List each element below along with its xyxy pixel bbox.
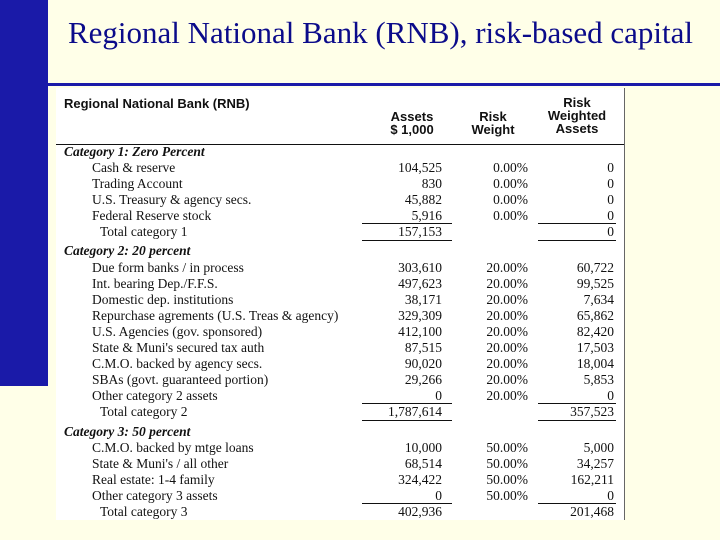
row-rwa: 5,000: [583, 440, 614, 455]
table-row: [56, 388, 624, 404]
category-title: Category 3: 50 percent: [64, 424, 191, 439]
table-row: [56, 192, 624, 208]
row-label: SBAs (govt. guaranteed portion): [92, 372, 269, 387]
row-rwa: 82,420: [576, 324, 614, 339]
assets-total-underline: [362, 240, 452, 241]
table-row: [56, 324, 624, 340]
row-rwa: 5,853: [583, 372, 614, 387]
slide-title: Regional National Bank (RNB), risk-based capital: [68, 15, 694, 50]
rwa-header-line2: Weighted: [547, 108, 607, 123]
total-row: [56, 224, 624, 240]
row-assets: 329,309: [398, 308, 442, 323]
assets-header-line2: $ 1,000: [390, 122, 434, 137]
bank-name: Regional National Bank (RNB): [64, 96, 250, 111]
row-weight: 50.00%: [486, 440, 528, 455]
row-rwa: 65,862: [576, 308, 614, 323]
row-assets: 38,171: [404, 292, 442, 307]
table-row: [56, 472, 624, 488]
rwa-header-line3: Assets: [555, 121, 599, 136]
row-label: State & Muni's / all other: [92, 456, 229, 471]
rwa-total-underline: [538, 420, 616, 421]
total-assets: 157,153: [398, 224, 442, 239]
table-row: [56, 276, 624, 292]
row-rwa: 7,634: [583, 292, 614, 307]
row-assets: 104,525: [398, 160, 442, 175]
row-weight: 50.00%: [486, 456, 528, 471]
table-row: [56, 440, 624, 456]
total-row: [56, 504, 624, 520]
total-rwa: 357,523: [570, 404, 614, 419]
row-label: Other category 2 assets: [92, 388, 218, 403]
total-assets: 402,936: [398, 504, 442, 519]
row-weight: 50.00%: [486, 472, 528, 487]
row-assets: 412,100: [398, 324, 442, 339]
row-weight: 20.00%: [486, 276, 528, 291]
risk-weight-header-line2: Weight: [471, 122, 515, 137]
total-label: Total category 3: [100, 504, 188, 519]
row-assets: 0: [435, 388, 442, 403]
total-rwa: 201,468: [570, 504, 614, 519]
row-rwa: 17,503: [576, 340, 614, 355]
row-rwa: 0: [607, 388, 614, 403]
row-assets: 29,266: [404, 372, 442, 387]
total-assets: 1,787,614: [388, 404, 442, 419]
rwa-total-underline: [538, 240, 616, 241]
table-row: [56, 356, 624, 372]
table-row: [56, 208, 624, 224]
row-label: C.M.O. backed by agency secs.: [92, 356, 263, 371]
assets-total-underline: [362, 420, 452, 421]
row-rwa: 0: [607, 192, 614, 207]
row-assets: 45,882: [404, 192, 442, 207]
row-weight: 0.00%: [493, 176, 528, 191]
title-divider: [48, 83, 720, 86]
row-weight: 0.00%: [493, 160, 528, 175]
row-rwa: 60,722: [576, 260, 614, 275]
row-assets: 90,020: [404, 356, 442, 371]
row-rwa: 0: [607, 488, 614, 503]
row-weight: 20.00%: [486, 292, 528, 307]
total-rwa: 0: [607, 224, 614, 239]
risk-weight-column-header: [458, 110, 528, 136]
total-row: [56, 404, 624, 420]
category-title: Category 2: 20 percent: [64, 243, 191, 258]
row-assets: 497,623: [398, 276, 442, 291]
table-row: [56, 488, 624, 504]
row-assets: 0: [435, 488, 442, 503]
row-weight: 0.00%: [493, 208, 528, 223]
total-label: Total category 2: [100, 404, 188, 419]
category-1-heading: [56, 144, 624, 160]
row-weight: 20.00%: [486, 260, 528, 275]
table-row: [56, 260, 624, 276]
row-rwa: 0: [607, 176, 614, 191]
row-weight: 20.00%: [486, 324, 528, 339]
row-rwa: 18,004: [576, 356, 614, 371]
category-2-heading: [56, 243, 624, 259]
table-row: [56, 160, 624, 176]
assets-column-header: [372, 110, 452, 136]
row-assets: 10,000: [404, 440, 442, 455]
row-assets: 303,610: [398, 260, 442, 275]
row-label: State & Muni's secured tax auth: [92, 340, 265, 355]
row-weight: 20.00%: [486, 340, 528, 355]
left-accent-bar: [0, 0, 48, 386]
row-rwa: 34,257: [576, 456, 614, 471]
row-weight: 20.00%: [486, 308, 528, 323]
row-label: Federal Reserve stock: [92, 208, 212, 223]
table-row: [56, 308, 624, 324]
row-label: C.M.O. backed by mtge loans: [92, 440, 254, 455]
table-header: [56, 88, 624, 145]
table-row: [56, 292, 624, 308]
category-3-heading: [56, 424, 624, 440]
rwa-column-header: [534, 96, 620, 135]
risk-weight-header-line1: Risk: [479, 109, 507, 124]
row-label: Due form banks / in process: [92, 260, 244, 275]
row-label: Cash & reserve: [92, 160, 176, 175]
row-label: Repurchase agrements (U.S. Treas & agency): [92, 308, 339, 323]
table-row: [56, 340, 624, 356]
row-assets: 68,514: [404, 456, 442, 471]
row-weight: 50.00%: [486, 488, 528, 503]
row-rwa: 162,211: [570, 472, 614, 487]
row-weight: 20.00%: [486, 388, 528, 403]
row-label: U.S. Treasury & agency secs.: [92, 192, 252, 207]
table-row: [56, 372, 624, 388]
row-rwa: 99,525: [576, 276, 614, 291]
row-weight: 0.00%: [493, 192, 528, 207]
row-weight: 20.00%: [486, 356, 528, 371]
rwa-header-line1: Risk: [563, 95, 591, 110]
row-assets: 87,515: [404, 340, 442, 355]
category-title: Category 1: Zero Percent: [64, 144, 205, 159]
total-label: Total category 1: [100, 224, 188, 239]
risk-capital-table: [56, 88, 625, 520]
table-row: [56, 176, 624, 192]
row-rwa: 0: [607, 160, 614, 175]
row-assets: 830: [421, 176, 442, 191]
assets-header-line1: Assets: [390, 109, 434, 124]
row-label: Other category 3 assets: [92, 488, 218, 503]
row-label: U.S. Agencies (gov. sponsored): [92, 324, 263, 339]
row-label: Domestic dep. institutions: [92, 292, 234, 307]
row-label: Trading Account: [92, 176, 183, 191]
row-weight: 20.00%: [486, 372, 528, 387]
row-label: Real estate: 1-4 family: [92, 472, 215, 487]
row-assets: 5,916: [411, 208, 442, 223]
table-row: [56, 456, 624, 472]
row-assets: 324,422: [398, 472, 442, 487]
row-rwa: 0: [607, 208, 614, 223]
row-label: Int. bearing Dep./F.F.S.: [92, 276, 218, 291]
